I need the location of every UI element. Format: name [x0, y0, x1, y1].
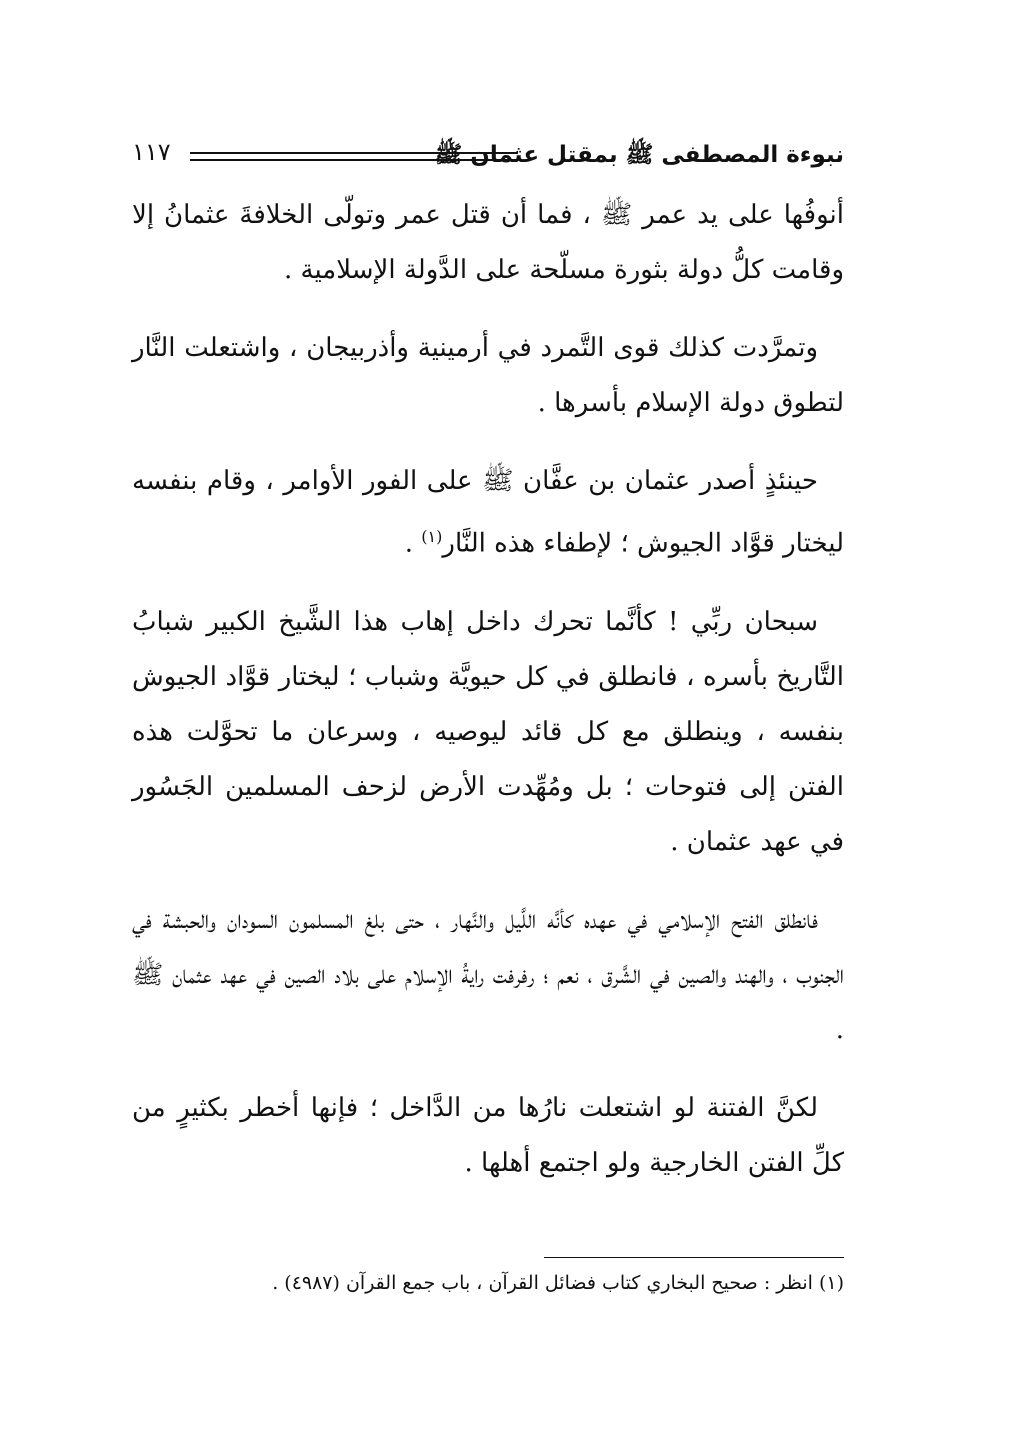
paragraph-1: أنوفُها على يد عمر ﷺ ، فما أن قتل عمر وتولّى الخلافةَ عثمانُ إلا وقامت كلُّ دولة بثورة مسلّحة على الدَّولة الإسلامية .	[132, 200, 844, 285]
footnote-marker[interactable]: (١)	[421, 527, 443, 546]
running-header	[132, 138, 844, 178]
body-text	[132, 188, 844, 1214]
paragraph-3-text: حينئذٍ أصدر عثمان بن عفَّان ﷺ على الفور الأوامر ، وقام بنفسه ليختار قوَّاد الجيوش ؛ لإطفاء هذه النَّار	[132, 466, 844, 559]
paragraph-3	[132, 454, 844, 572]
footnote-separator	[544, 1257, 844, 1258]
footnote: (١) انظر : صحيح البخاري كتاب فضائل القرآن ، باب جمع القرآن (٤٩٨٧) .	[272, 1272, 844, 1294]
header-title: نبوءة المصطفى ﷺ بمقتل عثمان ﷺ	[434, 142, 844, 168]
paragraph-4: سبحان ربِّي ! كأنَّما تحرك داخل إهاب هذا الشَّيخ الكبير شبابُ التَّاريخ بأسره ، فانطلق في كل حيويَّة وشباب ؛ ليختار قوَّاد الجيوش بنفسه ، وينطلق مع كل قائد ليوصيه ، وسرعان ما تحوَّلت هذه الفتن إلى فتوحات ؛ بل ومُهِّدت الأرض لزحف المسلمين الجَسُور في عهد عثمان .	[132, 606, 844, 857]
paragraph-2: وتمرَّدت كذلك قوى التَّمرد في أرمينية وأذربيجان ، واشتعلت النَّار لتطوق دولة الإسلام بأسرها .	[132, 333, 844, 418]
page-number: ١١٧	[132, 138, 171, 166]
paragraph-5: فانطلق الفتح الإسلامي في عهده كأنَّه اللَّيل والنَّهار ، حتى بلغ المسلمون السودان والحبشة في الجنوب ، والهند والصين في الشَّرق ، نعم ؛ رفرفت رايةُ الإسلام على بلاد الصين في عهد عثمان ﷺ .	[132, 904, 844, 1045]
header-rule	[190, 152, 518, 161]
paragraph-6: لكنَّ الفتنة لو اشتعلت نارُها من الدَّاخل ؛ فإنها أخطر بكثيرٍ من كلِّ الفتن الخارجية ولو اجتمع أهلها .	[132, 1092, 844, 1178]
paragraph-3-tail: .	[404, 528, 422, 559]
